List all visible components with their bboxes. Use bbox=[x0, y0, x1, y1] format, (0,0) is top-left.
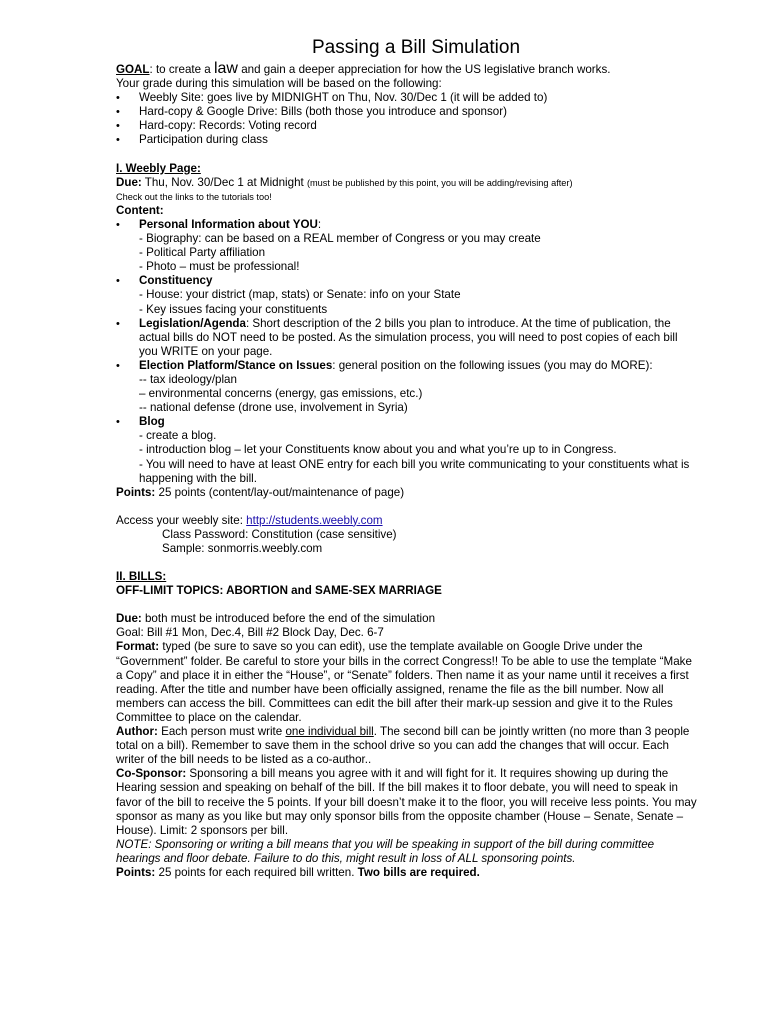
elec-text: : general position on the following issues (you may do MORE): bbox=[332, 358, 653, 372]
elec-title: Election Platform/Stance on Issues bbox=[139, 358, 333, 372]
author-label: Author: bbox=[116, 725, 158, 739]
grade-intro: Your grade during this simulation will be based on the following: bbox=[116, 77, 442, 91]
bills-due-text: both must be introduced before the end of the simulation bbox=[141, 612, 436, 626]
grade-item: • Hard-copy: Records: Voting record bbox=[116, 119, 698, 133]
content-label: Content: bbox=[116, 203, 164, 217]
blog-line: - You will need to have at least ONE entry for each bill you write communicating to your constituents what is happening with the bill. bbox=[139, 457, 690, 485]
elec-line: -- national defense (drone use, involvement in Syria) bbox=[139, 401, 408, 415]
points-label: Points: bbox=[116, 485, 156, 499]
pi-colon: : bbox=[317, 217, 322, 231]
pi-line: - Photo – must be professional! bbox=[139, 260, 300, 274]
due-label: Due: bbox=[116, 175, 142, 189]
const-line: - Key issues facing your constituents bbox=[139, 302, 328, 316]
list-item-legislation bbox=[116, 317, 698, 359]
bills-format bbox=[116, 640, 698, 725]
blog-line: - create a blog. bbox=[139, 429, 217, 443]
weebly-link[interactable]: http://students.weebly.com bbox=[246, 513, 383, 527]
points-text: 25 points (content/lay-out/maintenance of page) bbox=[155, 485, 405, 499]
access-text: Access your weebly site: bbox=[116, 513, 247, 527]
grade-item: • Weebly Site: goes live by MIDNIGHT on Thu, Nov. 30/Dec 1 (it will be added to) bbox=[116, 91, 698, 105]
format-text: typed (be sure to save so you can edit), use the template available on Google Drive under the “Government” folder. Be careful to store your bills in the correct Congress!! To be able to use the template “Make a Copy” and place it in either the “House”, or “Senate” folders. Then name it as your name until it receives a first reading. After the title and number have been officially assigned, rename the file as the bill number. Now all members can access the bill. Committees can edit the bill after their mark-up session and give it to the Rules Committee to place on the calendar. bbox=[116, 640, 692, 724]
leg-title: Legislation/Agenda bbox=[139, 316, 246, 330]
bills-goal: Goal: Bill #1 Mon, Dec.4, Bill #2 Block Day, Dec. 6-7 bbox=[116, 626, 384, 640]
goal-post: and gain a deeper appreciation for how the US legislative branch works. bbox=[237, 63, 611, 76]
offlimit-topics: OFF-LIMIT TOPICS: ABORTION and SAME-SEX MARRIAGE bbox=[116, 584, 442, 598]
grade-item: • Hard-copy & Google Drive: Bills (both those you introduce and sponsor) bbox=[116, 105, 698, 119]
author-post: . The second bill can be jointly written (no more than 3 people total on a bill). Remember to save them in the school drive so you can add the changes that will occur. Each writer of the bill needs to be listed as a co-author.. bbox=[116, 725, 690, 767]
goal-label: GOAL bbox=[116, 63, 150, 76]
const-line: - House: your district (map, stats) or Senate: info on your State bbox=[139, 288, 461, 302]
goal-line bbox=[116, 62, 698, 77]
page-title: Passing a Bill Simulation bbox=[311, 37, 521, 58]
cosponsor-text: Sponsoring a bill means you agree with it and will fight for it. It requires showing up during the Hearing session and speaking on behalf of the bill. If the bill makes it to floor debate, you will need to speak in favor of the bill to receive the 5 points. If your bill doesn’t make it to the floor, you will receive less points. You may sponsor as many as you like but may only sponsor bills from the opposite chamber (House – Senate, Senate – House). Limit: 2 sponsors per bill. bbox=[116, 767, 697, 837]
bills-due-label: Due: bbox=[116, 612, 142, 626]
bills-points-bold: Two bills are required. bbox=[357, 865, 480, 879]
elec-line: -- tax ideology/plan bbox=[139, 372, 237, 386]
blog-line: - introduction blog – let your Constituents know about you and what you’re up to in Congress. bbox=[139, 443, 617, 457]
const-title: • Constituency bbox=[139, 274, 213, 288]
class-password: Class Password: Constitution (case sensitive) bbox=[162, 527, 397, 541]
list-item-constituency bbox=[116, 274, 698, 316]
format-label: Format: bbox=[116, 640, 160, 654]
due-note: (must be published by this point, you will be adding/revising after) bbox=[306, 177, 573, 188]
pi-line: - Political Party affiliation bbox=[139, 246, 266, 260]
grade-item: • Participation during class bbox=[116, 133, 698, 147]
pi-line: - Biography: can be based on a REAL member of Congress or you may create bbox=[139, 232, 541, 246]
bills-author bbox=[116, 725, 698, 767]
bills-cosponsor bbox=[116, 767, 698, 837]
due-text: Thu, Nov. 30/Dec 1 at Midnight bbox=[141, 175, 307, 189]
list-item-blog bbox=[116, 415, 698, 485]
bills-note: NOTE: Sponsoring or writing a bill means that you will be speaking in support of the bill during committee hearings and floor debate. Failure to do this, might result in loss of ALL sponsoring points. bbox=[116, 837, 655, 865]
bills-points-text: 25 points for each required bill written. bbox=[155, 865, 358, 879]
list-item-personal-info bbox=[116, 218, 698, 274]
weebly-points bbox=[116, 486, 698, 500]
goal-pre: : to create a bbox=[149, 63, 214, 76]
bills-heading: II. BILLS: bbox=[116, 570, 167, 584]
bills-due bbox=[116, 612, 698, 626]
author-pre: Each person must write bbox=[157, 725, 286, 739]
elec-line: – environmental concerns (energy, gas emissions, etc.) bbox=[139, 387, 423, 401]
bills-points bbox=[116, 866, 698, 880]
bills-points-label: Points: bbox=[116, 865, 156, 879]
tutorials-note: Check out the links to the tutorials too! bbox=[116, 191, 272, 202]
goal-law: law bbox=[213, 60, 238, 77]
author-underlined: one individual bill bbox=[285, 725, 374, 739]
cosponsor-label: Co-Sponsor: bbox=[116, 767, 187, 781]
weebly-due bbox=[116, 176, 698, 190]
leg-text: : Short description of the 2 bills you plan to introduce. At the time of publication, the actual bills do NOT need to be posted. As the simulation process, you will need to post copies of each bill you WRITE on your page. bbox=[139, 316, 678, 358]
blog-title: • Blog bbox=[139, 415, 165, 429]
access-line bbox=[116, 514, 698, 528]
weebly-heading: I. Weebly Page: bbox=[116, 161, 201, 175]
sample-site: Sample: sonmorris.weebly.com bbox=[162, 542, 323, 555]
list-item-election bbox=[116, 359, 698, 415]
pi-title: Personal Information about YOU bbox=[139, 217, 318, 231]
